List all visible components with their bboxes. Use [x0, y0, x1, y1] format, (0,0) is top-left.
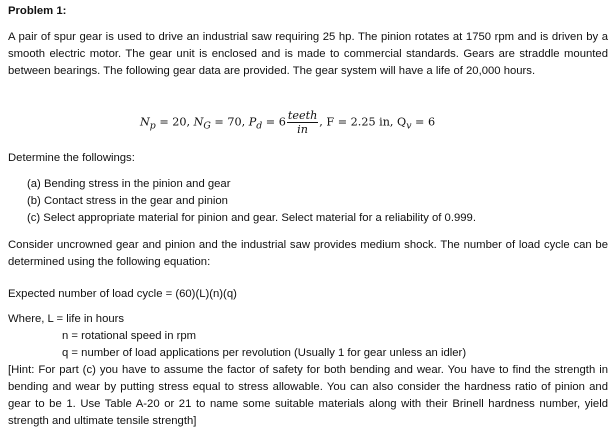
- expected-load-cycle-equation: Expected number of load cycle = (60)(L)(n)(q): [8, 288, 237, 300]
- ng-label: N: [193, 115, 204, 129]
- task-a: (a) Bending stress in the pinion and gear: [27, 178, 231, 190]
- face-width-and-q: , F = 2.25 in, Q: [319, 115, 407, 129]
- intro-paragraph: A pair of spur gear is used to drive an industrial saw requiring 25 hp. The pinion rotates at 1750 rpm and is driven by a smooth electric motor. The gear unit is enclosed and is made to commercial standards. Gears are straddle mounted between bearings. The following gear data are provided. The gear system will have a life of 20,000 hours.: [8, 31, 608, 77]
- gear-data-equation: [140, 109, 435, 136]
- ng-sub: G: [203, 120, 211, 132]
- problem-title: Problem 1:: [8, 5, 67, 17]
- ng-value: = 70,: [210, 115, 249, 129]
- where-line-applications: q = number of load applications per revolution (Usually 1 for gear unless an idler): [62, 347, 467, 359]
- np-sub: p: [149, 120, 156, 132]
- qv-sub: v: [406, 120, 412, 132]
- qv-value: = 6: [411, 115, 436, 129]
- pd-label: P: [248, 115, 257, 129]
- pd-value: = 6: [262, 115, 286, 129]
- task-c: (c) Select appropriate material for pinion and gear. Select material for a reliability of 0.999.: [27, 212, 476, 224]
- np-value: = 20,: [155, 115, 194, 129]
- fraction-denominator: in: [297, 123, 308, 136]
- consider-paragraph: Consider uncrowned gear and pinion and the industrial saw provides medium shock. The number of load cycle can be determined using the following equation:: [8, 239, 608, 268]
- where-line-life: Where, L = life in hours: [8, 313, 125, 325]
- where-line-speed: n = rotational speed in rpm: [62, 330, 197, 342]
- teeth-per-inch-fraction: [287, 109, 318, 136]
- task-b: (b) Contact stress in the gear and pinion: [27, 195, 228, 207]
- fraction-numerator: teeth: [287, 109, 318, 122]
- determine-heading: Determine the followings:: [8, 152, 135, 164]
- pd-sub: d: [256, 120, 263, 132]
- hint-paragraph: [Hint: For part (c) you have to assume the factor of safety for both bending and wear. You have to find the strength in bending and wear by putting stress equal to stress allowable. You can also consider the hardness ratio of pinion and gear to be 1. Use Table A-20 or 21 to name some suitable materials along with their Brinell hardness number, yield strength and ultimate tensile strength]: [8, 364, 608, 427]
- np-label: N: [140, 115, 150, 129]
